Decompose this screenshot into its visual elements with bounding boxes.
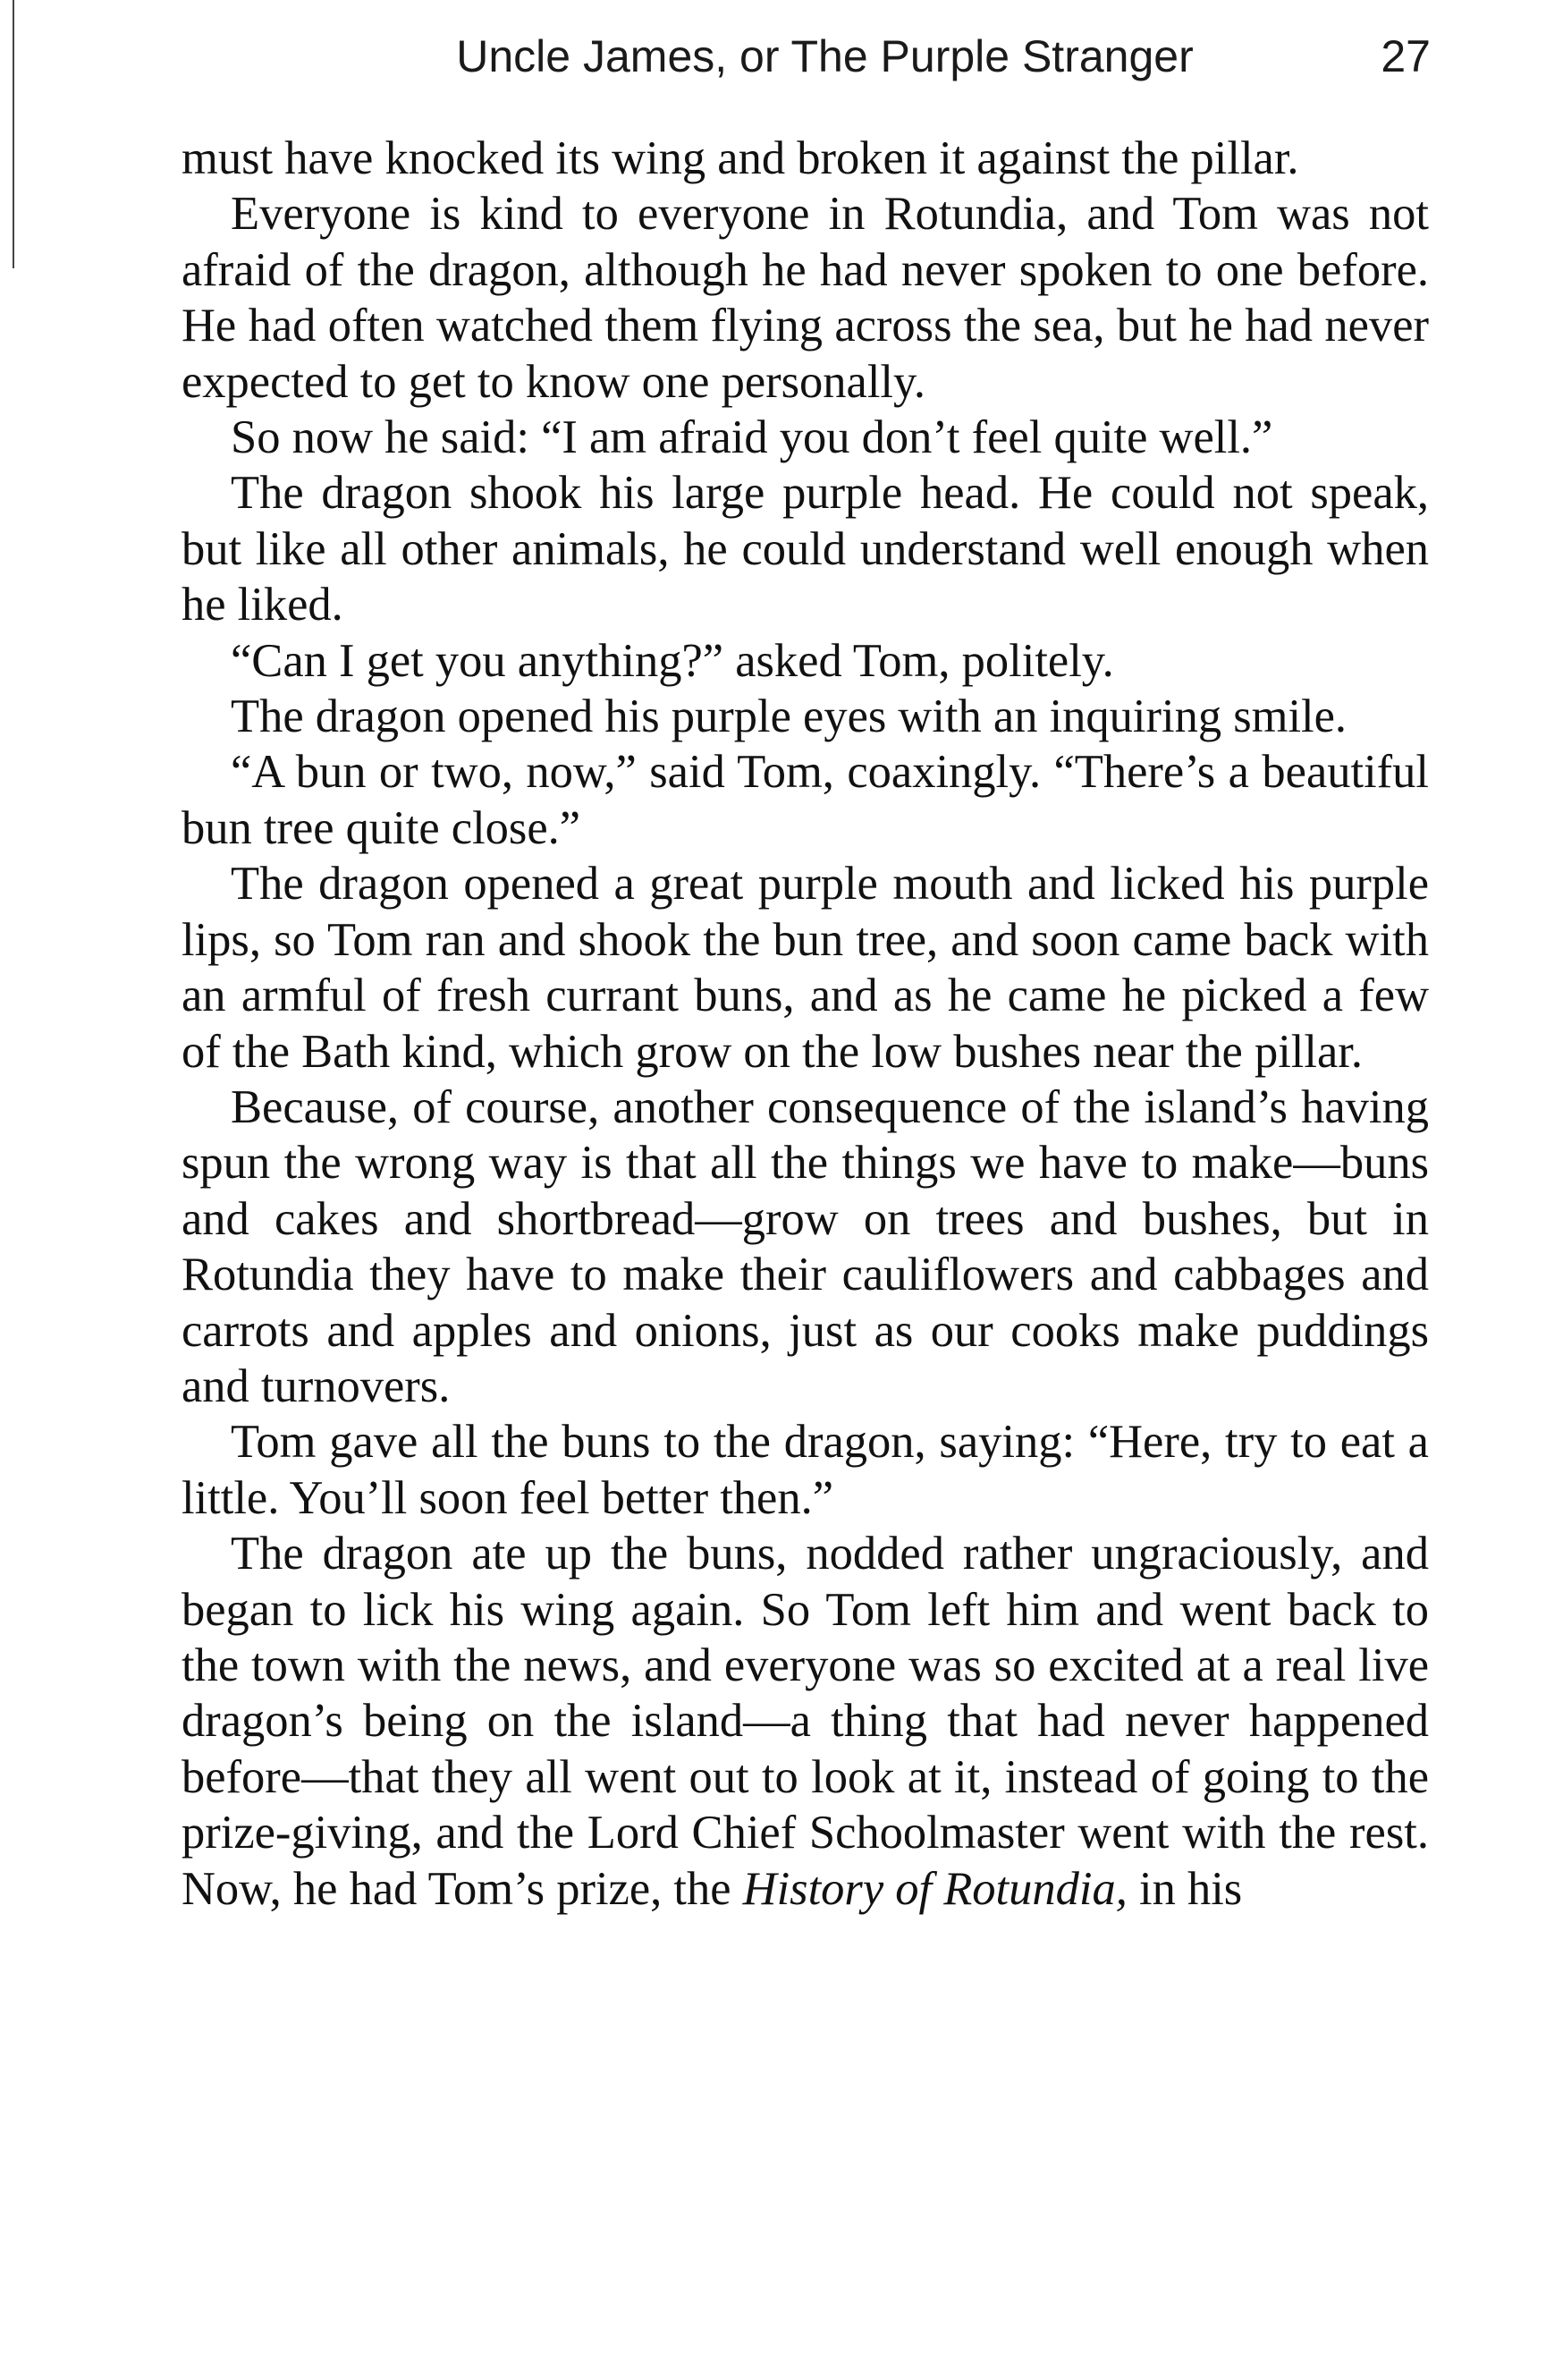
paragraph-1: must have knocked its wing and broken it against the pillar. bbox=[182, 132, 1299, 184]
paragraph-9: Because, of course, another consequence of the island’s having spun the wrong way is that all the things we have to make—buns and cakes and shortbread—grow on trees and bushes, but in Rotundia they have to make their cauliflowers and cabbages and carrots and apples and onions, just as our cooks make puddings and turnovers. bbox=[182, 1080, 1429, 1412]
book-title-italic: History of Rotundia, bbox=[742, 1862, 1128, 1915]
paragraph-2: Everyone is kind to everyone in Rotundia, and Tom was not afraid of the dragon, although he had never spoken to one before. He had often watched them flying across the sea, but he had never expected to get to know one personally. bbox=[182, 188, 1429, 408]
scan-edge-line bbox=[13, 0, 14, 268]
body-text bbox=[182, 131, 1429, 1917]
paragraph-5: “Can I get you anything?” asked Tom, politely. bbox=[231, 634, 1114, 687]
paragraph-4: The dragon shook his large purple head. He could not speak, but like all other animals, he could understand well enough when he liked. bbox=[182, 467, 1429, 631]
paragraph-11-text: The dragon ate up the buns, nodded rather ungraciously, and began to lick his wing again. So Tom left him and went back to the town with the news, and everyone was so excited at a real live dragon’s being on the island—a thing that had never happened before—that they all went out to look at it, instead of going to the prize-giving, and the Lord Chief Schoolmaster went with the rest. Now, he had Tom’s prize, the bbox=[182, 1528, 1429, 1915]
paragraph-10: Tom gave all the buns to the dragon, saying: “Here, try to eat a little. You’ll soon feel better then.” bbox=[182, 1416, 1429, 1524]
paragraph-11 bbox=[182, 1526, 1429, 1917]
running-header bbox=[183, 25, 1431, 88]
paragraph-7: “A bun or two, now,” said Tom, coaxingly. “There’s a beautiful bun tree quite close.” bbox=[182, 746, 1429, 854]
page-number: 27 bbox=[1381, 31, 1431, 81]
paragraph-6: The dragon opened his purple eyes with an inquiring smile. bbox=[231, 690, 1347, 743]
paragraph-8: The dragon opened a great purple mouth and licked his purple lips, so Tom ran and shook the bun tree, and soon came back with an armful of fresh currant buns, and as he came he picked a few of the Bath kind, which grow on the low bushes near the pillar. bbox=[182, 858, 1429, 1078]
paragraph-11-tail: in his bbox=[1138, 1862, 1243, 1915]
paragraph-3: So now he said: “I am afraid you don’t feel quite well.” bbox=[231, 411, 1273, 464]
running-title: Uncle James, or The Purple Stranger bbox=[456, 31, 1194, 81]
